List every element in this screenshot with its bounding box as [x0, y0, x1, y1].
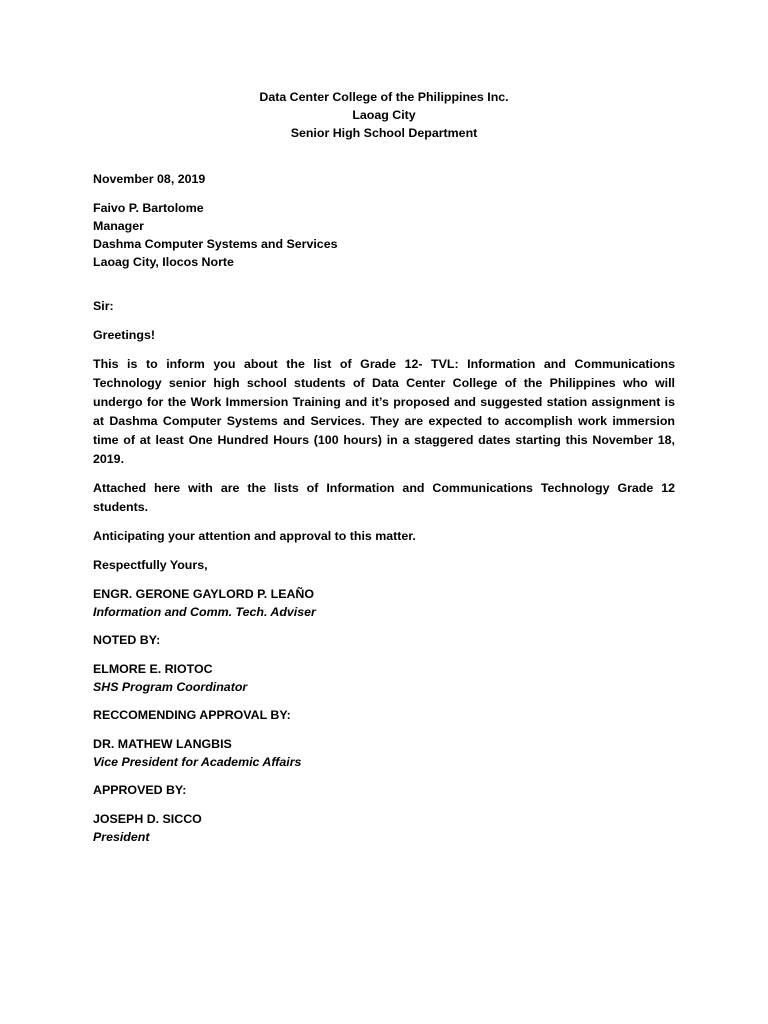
institution-name: Data Center College of the Philippines Inc. — [259, 90, 509, 104]
approved-by-label: APPROVED BY: — [93, 783, 187, 797]
signature-adviser — [93, 585, 675, 621]
letter-date: November 08, 2019 — [93, 172, 206, 186]
letter-body — [93, 170, 675, 856]
vp-title: Vice President for Academic Affairs — [93, 755, 302, 769]
recipient-address: Laoag City, Ilocos Norte — [93, 255, 234, 269]
noted-by-label: NOTED BY: — [93, 633, 161, 647]
signature-president — [93, 810, 675, 846]
body-paragraph-1: This is to inform you about the list of Grade 12- TVL: Information and Communications Technology senior high school students of Data Center College of the Philippines who will undergo for the Work Immersion Training and it’s proposed and suggested station assignment is at Dashma Computer Systems and Services. They are expected to accomplish work immersion time of at least One Hundred Hours (100 hours) in a staggered dates starting this November 18, 2019. — [93, 357, 675, 466]
recipient-title: Manager — [93, 219, 144, 233]
greeting: Greetings! — [93, 328, 155, 342]
adviser-title: Information and Comm. Tech. Adviser — [93, 605, 316, 619]
department-name: Senior High School Department — [290, 126, 478, 140]
president-title: President — [93, 830, 150, 844]
president-name: JOSEPH D. SICCO — [93, 812, 202, 826]
letterhead — [0, 88, 768, 142]
coordinator-name: ELMORE E. RIOTOC — [93, 662, 213, 676]
recipient-name: Faivo P. Bartolome — [93, 201, 204, 215]
vp-name: DR. MATHEW LANGBIS — [93, 737, 232, 751]
salutation: Sir: — [93, 299, 114, 313]
institution-city: Laoag City — [352, 108, 416, 122]
signature-coordinator — [93, 660, 675, 696]
adviser-name: ENGR. GERONE GAYLORD P. LEAÑO — [93, 587, 315, 601]
body-paragraph-2: Attached here with are the lists of Information and Communications Technology Grade 12 students. — [93, 481, 675, 514]
signature-vp — [93, 735, 675, 771]
recipient-company: Dashma Computer Systems and Services — [93, 237, 338, 251]
recipient-block — [93, 199, 675, 271]
coordinator-title: SHS Program Coordinator — [93, 680, 248, 694]
recommending-approval-label: RECCOMENDING APPROVAL BY: — [93, 708, 291, 722]
closing: Respectfully Yours, — [93, 558, 208, 572]
body-paragraph-3: Anticipating your attention and approval to this matter. — [93, 529, 416, 543]
